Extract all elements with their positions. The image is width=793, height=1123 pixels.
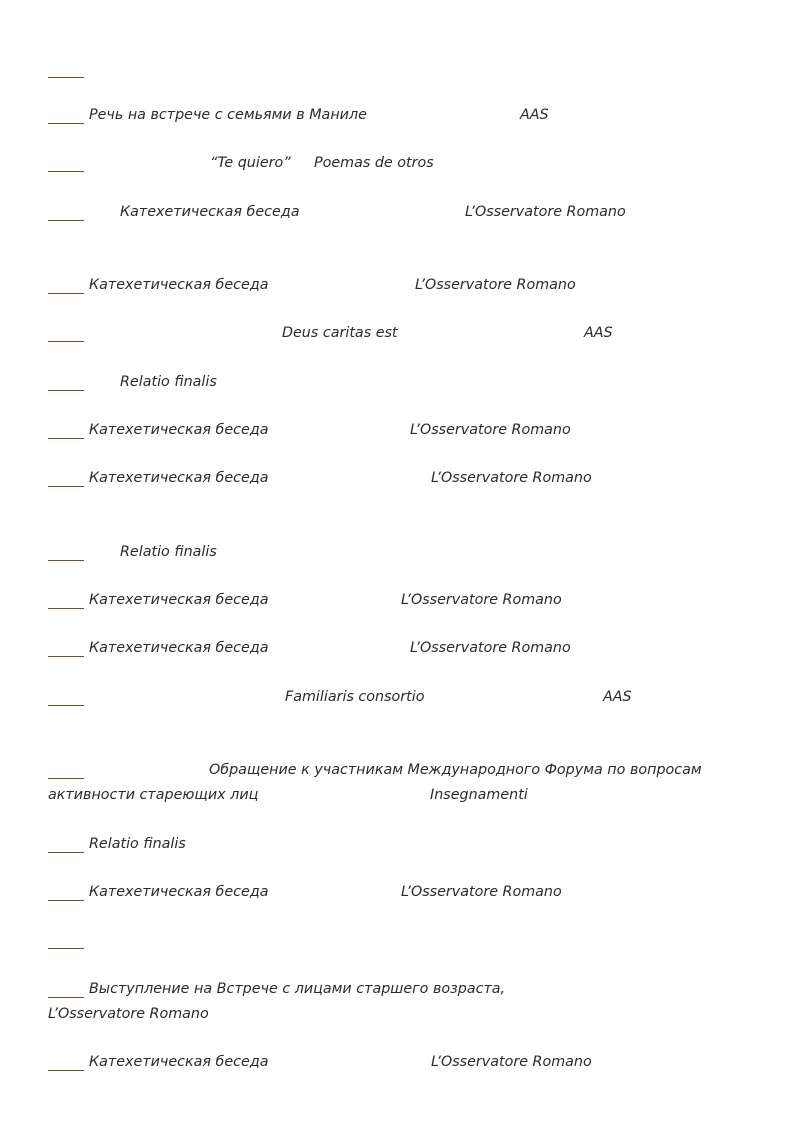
footnote-text: Relatio finalis: [120, 374, 217, 390]
footnote-source: AAS: [520, 107, 549, 123]
footnote-text: Обращение к участникам Международного Форума по вопросам: [209, 762, 702, 778]
footnote-rule: [48, 560, 84, 561]
footnote-text: Deus caritas est: [282, 325, 398, 341]
footnote-source: L’Osservatore Romano: [431, 1054, 592, 1070]
footnote-text: Relatio finalis: [89, 836, 186, 852]
footnote-rule: [48, 438, 84, 439]
footnote-rule: [48, 486, 84, 487]
footnote-rule: [48, 705, 84, 706]
footnote-source: L’Osservatore Romano: [431, 470, 592, 486]
footnote-text: Катехетическая беседа: [89, 640, 269, 656]
footnote-rule: [48, 171, 84, 172]
footnote-text: Катехетическая беседа: [89, 470, 269, 486]
footnote-text: Катехетическая беседа: [89, 592, 269, 608]
footnote-text: “Te quiero”: [210, 155, 291, 171]
footnote-rule: [48, 220, 84, 221]
footnote-text: Relatio finalis: [120, 544, 217, 560]
footnote-source: L’Osservatore Romano: [401, 592, 562, 608]
footnote-rule: [48, 778, 84, 779]
footnote-source: AAS: [603, 689, 632, 705]
footnote-rule: [48, 77, 84, 78]
footnote-rule: [48, 293, 84, 294]
footnote-text: Familiaris consortio: [285, 689, 425, 705]
footnote-rule: [48, 997, 84, 998]
footnote-rule: [48, 900, 84, 901]
footnote-source: L’Osservatore Romano: [410, 640, 571, 656]
footnote-text: Речь на встрече с семьями в Маниле: [89, 107, 367, 123]
footnote-source: AAS: [584, 325, 613, 341]
footnote-text: Катехетическая беседа: [89, 884, 269, 900]
footnote-rule: [48, 390, 84, 391]
footnote-source: L’Osservatore Romano: [465, 204, 626, 220]
footnote-source: Insegnamenti: [430, 787, 528, 803]
footnote-source: L’Osservatore Romano: [401, 884, 562, 900]
footnote-source: L’Osservatore Romano: [410, 422, 571, 438]
footnote-source: Poemas de otros: [314, 155, 434, 171]
footnote-rule: [48, 948, 84, 949]
footnote-text: активности стареющих лиц: [48, 787, 259, 803]
footnote-text: Катехетическая беседа: [120, 204, 300, 220]
footnote-text: Катехетическая беседа: [89, 422, 269, 438]
footnote-rule: [48, 123, 84, 124]
footnote-text: Катехетическая беседа: [89, 277, 269, 293]
footnote-source: L’Osservatore Romano: [415, 277, 576, 293]
footnote-rule: [48, 608, 84, 609]
footnote-rule: [48, 852, 84, 853]
footnote-text: Выступление на Встрече с лицами старшего возраста,: [89, 981, 506, 997]
footnote-text: Катехетическая беседа: [89, 1054, 269, 1070]
footnote-rule: [48, 1070, 84, 1071]
footnote-rule: [48, 341, 84, 342]
footnote-source: L’Osservatore Romano: [48, 1006, 209, 1022]
footnote-rule: [48, 656, 84, 657]
